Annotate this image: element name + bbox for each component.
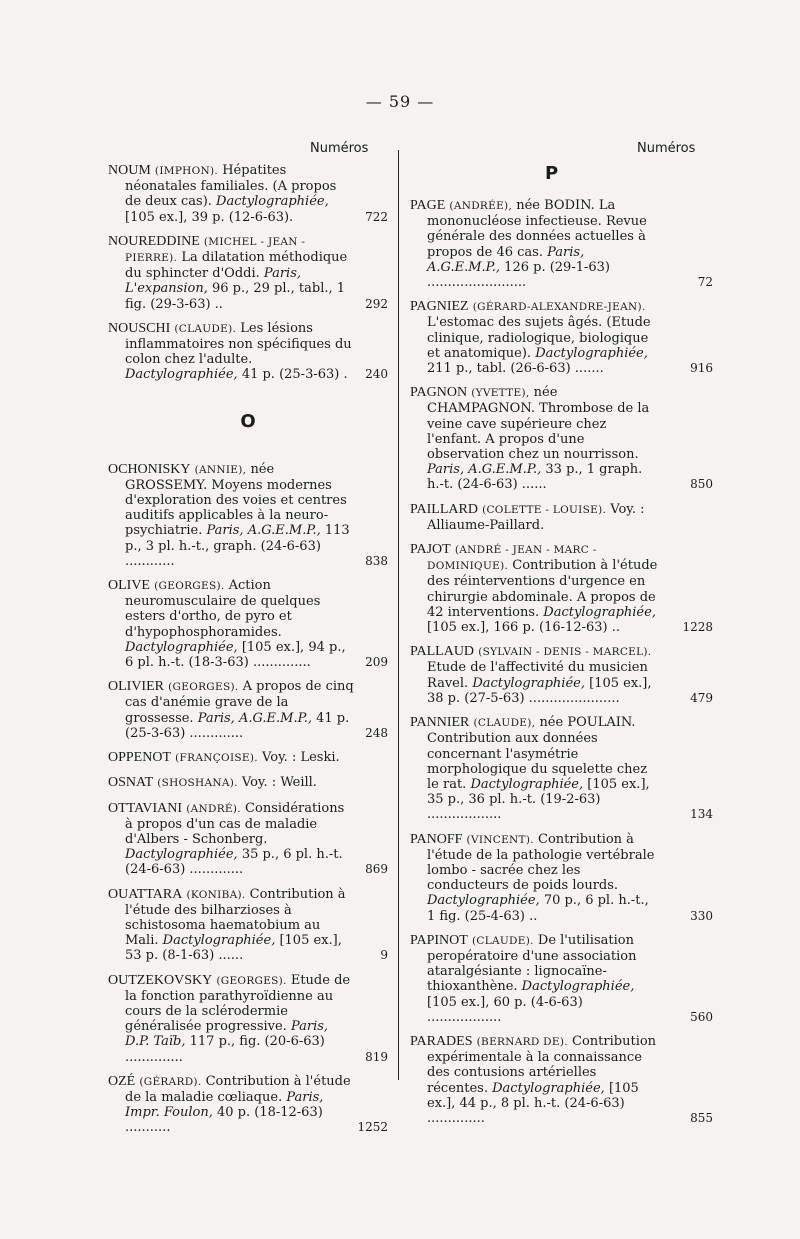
bibliography-entry <box>410 715 713 823</box>
thesis-title: La dilatation méthodique du sphincter d'Oddi. <box>125 250 348 282</box>
bibliography-entry <box>410 299 713 377</box>
bibliography-entry <box>410 542 713 636</box>
entry-number: 560 <box>690 1009 713 1024</box>
entry-text <box>410 502 695 533</box>
publication-info: Dactylographiée, <box>125 367 238 383</box>
author-surname: PANOFF <box>410 831 463 847</box>
bibliography-entry <box>410 385 713 493</box>
author-surname: PAGNIEZ <box>410 299 469 315</box>
thesis-title: Etude de l'affectivité du musicien Ravel. <box>427 660 648 691</box>
entry-details: 117 p., fig. (20-6-63) .............. <box>125 1034 325 1065</box>
entry-text <box>108 801 388 878</box>
publication-info: Dactylographiée, <box>470 776 584 792</box>
publication-info: Paris, D.P. Taïb, <box>125 1019 329 1050</box>
publication-info: Dactylographiée, <box>125 639 238 655</box>
bibliography-entry <box>410 198 713 291</box>
publication-info: Paris, Impr. Foulon, <box>125 1089 324 1121</box>
page-number: — 59 — <box>365 92 435 111</box>
bibliography-entry <box>108 234 388 312</box>
thesis-title: Voy. : Alliaume-Paillard. <box>427 501 645 533</box>
author-surname: OLIVE <box>108 578 150 594</box>
entries-n <box>108 163 388 383</box>
publication-info: Dactylographiée, <box>535 345 648 361</box>
author-surname: OPPENOT <box>108 750 172 766</box>
entry-text <box>410 933 695 1025</box>
thesis-title: De l'utilisation peropératoire d'une association ataralgésiante : lignocaïne-thioxanthène. <box>427 932 637 995</box>
author-given-name: (FRANÇOISE). <box>175 752 258 765</box>
entry-details: 126 p. (29-1-63) ........................ <box>427 259 610 291</box>
author-given-name: (CLAUDE), <box>473 717 536 730</box>
entry-text <box>410 542 695 635</box>
entry-text <box>410 644 695 706</box>
entry-number: 855 <box>690 1110 713 1125</box>
bibliography-entry <box>410 644 713 706</box>
author-given-name: (SHOSHANA). <box>157 777 238 790</box>
bibliography-entry <box>108 1074 388 1136</box>
publication-info: Dactylographiée, <box>162 933 276 949</box>
publication-info: Paris, A.G.E.M.P., <box>427 462 542 478</box>
author-surname: OUTZEKOVSKY <box>108 972 213 988</box>
author-given-name: (YVETTE), <box>471 387 530 400</box>
bibliography-entry <box>410 1033 713 1126</box>
author-given-name: (BERNARD DE). <box>476 1035 568 1048</box>
letter-heading-p: P <box>545 163 559 184</box>
entry-details: [105 ex.], 35 p., 36 pl. h.-t. (19-2-63) .................. <box>427 776 650 823</box>
entry-text <box>410 299 695 376</box>
author-surname: OUATTARA <box>108 886 183 902</box>
author-given-name: (KONIBA). <box>186 888 246 901</box>
entry-details: 35 p., 6 pl. h.-t. (24-6-63) ............. <box>125 847 343 878</box>
entry-text <box>108 578 388 670</box>
entry-number: 240 <box>365 367 388 382</box>
bibliography-entry <box>108 801 388 878</box>
publication-info: Paris, A.G.E.M.P., <box>197 710 312 726</box>
author-given-name: (GEORGES). <box>168 681 239 694</box>
author-surname: PANNIER <box>410 715 470 731</box>
bibliography-entry <box>108 973 388 1065</box>
bibliography-entry <box>108 163 388 225</box>
entry-details: 41 p. (25-3-63) . <box>241 367 348 383</box>
entry-details: [105 ex.], 44 p., 8 pl. h.-t. (24-6-63) .............. <box>427 1080 639 1126</box>
entry-details: 211 p., tabl. (26-6-63) ....... <box>427 361 604 377</box>
author-surname: OSNAT <box>108 775 154 791</box>
publication-info: Dactylographiée, <box>216 194 329 210</box>
entry-number: 722 <box>365 209 388 224</box>
author-given-name: (SYLVAIN - DENIS - MARCEL). <box>478 646 652 659</box>
bibliography-entry <box>108 750 388 766</box>
entry-text <box>410 832 695 924</box>
author-given-name: (CLAUDE). <box>174 322 237 335</box>
publication-info: Dactylographiée, <box>543 604 656 620</box>
entry-number: 1228 <box>682 620 713 635</box>
author-surname: PAJOT <box>410 542 451 558</box>
entry-details: 96 p., 29 pl., tabl., 1 fig. (29-3-63) .. <box>125 281 346 312</box>
entry-text <box>108 462 388 569</box>
thesis-title: Contribution à l'étude des réinterventions d'urgence en chirurgie abdominale. A propos de 42 interventions. <box>427 558 658 620</box>
entry-details: 70 p., 6 pl. h.-t., 1 fig. (25-4-63) .. <box>427 893 649 924</box>
right-column <box>410 163 713 1135</box>
author-given-name: (ANDRÉ - JEAN - MARC - DOMINIQUE). <box>427 544 597 573</box>
publication-info: Dactylographiée, <box>427 893 540 909</box>
entry-text <box>410 198 695 290</box>
entry-text <box>410 715 695 822</box>
entry-text <box>108 679 388 741</box>
entry-text <box>108 163 388 225</box>
entry-text <box>410 385 695 492</box>
entry-number: 1252 <box>357 1120 388 1135</box>
publication-info: Paris, A.G.E.M.P., <box>427 244 585 275</box>
entries-o <box>108 462 388 1136</box>
author-given-name: (ANDRÉ). <box>186 802 241 815</box>
thesis-title: Contribution à l'étude de la maladie cœliaque. <box>125 1073 351 1105</box>
thesis-title: Contribution à l'étude des bilharzioses à schistosoma haematobium au Mali. <box>125 886 346 949</box>
entry-text <box>410 1034 695 1126</box>
column-header-right: Numéros <box>637 141 696 156</box>
author-given-name: (CLAUDE). <box>471 934 534 947</box>
bibliography-entry <box>108 462 388 569</box>
entry-number: 916 <box>690 361 713 376</box>
bibliography-entry <box>410 502 695 533</box>
author-given-name: (MICHEL - JEAN - PIERRE). <box>125 235 306 265</box>
publication-info: Dactylographiée, <box>521 979 635 995</box>
publication-info: Dactylographiée, <box>125 847 238 863</box>
entries-p <box>410 198 713 1126</box>
author-surname: PALLAUD <box>410 644 475 660</box>
author-given-name: (GÉRARD). <box>139 1075 202 1088</box>
thesis-title: née POULAIN. Contribution aux données concernant l'asymétrie morphologique du squelette chez le rat. <box>427 715 648 792</box>
thesis-title: Considérations à propos d'un cas de maladie d'Albers - Schonberg. <box>125 800 345 847</box>
bibliography-entry <box>108 679 388 741</box>
thesis-title: Contribution à l'étude de la pathologie vertébrale lombo - sacrée chez les conducteurs de poids lourds. <box>427 831 655 894</box>
author-given-name: (COLETTE - LOUISE). <box>482 503 607 516</box>
bibliography-entry <box>108 775 388 791</box>
thesis-title: Etude de la fonction parathyroïdienne au cours de la sclérodermie généralisée progressive. <box>125 972 351 1035</box>
author-given-name: (ANDRÉE), <box>449 200 513 212</box>
thesis-title: A propos de cinq cas d'anémie grave de la grossesse. <box>125 679 354 726</box>
thesis-title: née GROSSEMY. Moyens modernes d'exploration des voies et centres auditifs applicables à la neuro-psychiatrie. <box>125 461 347 539</box>
entry-text <box>108 321 388 383</box>
author-surname: PAGNON <box>410 385 468 401</box>
bibliography-entry <box>108 887 388 964</box>
entry-number: 134 <box>690 807 713 822</box>
thesis-title: née CHAMPAGNON. Thrombose de la veine cave supérieure chez l'enfant. A propos d'une observation chez un nourrisson. <box>427 385 650 463</box>
author-given-name: (IMPHON). <box>154 165 219 177</box>
entry-text <box>108 1074 388 1136</box>
author-surname: OCHONISKY <box>108 461 191 477</box>
entry-number: 209 <box>365 655 388 670</box>
thesis-title: née BODIN. La mononucléose infectieuse. Revue générale des données actuelles à propos de 46 cas. <box>427 198 647 260</box>
entry-details: [105 ex.], 38 p. (27-5-63) ...................... <box>427 675 652 706</box>
column-header-left: Numéros <box>310 141 369 156</box>
left-column <box>108 163 388 1145</box>
entry-details: 41 p. (25-3-63) ............. <box>125 710 350 741</box>
entry-text <box>108 750 388 766</box>
entry-details: [105 ex.], 60 p. (4-6-63) .................. <box>427 994 583 1025</box>
thesis-title: Les lésions inflammatoires non spécifiques du colon chez l'adulte. <box>125 320 352 368</box>
author-surname: PARADES <box>410 1033 473 1049</box>
entry-details: 40 p. (18-12-63) ........... <box>125 1105 323 1136</box>
thesis-title: L'estomac des sujets âgés. (Etude clinique, radiologique, biologique et anatomique). <box>427 315 651 361</box>
bibliography-entry <box>108 321 388 383</box>
entry-number: 819 <box>365 1049 388 1064</box>
thesis-title: Voy. : Weill. <box>241 775 317 791</box>
entry-details: [105 ex.], 39 p. (12-6-63). <box>125 209 294 225</box>
bibliography-entry <box>108 578 388 670</box>
thesis-title: Hépatites néonatales familiales. (A propos de deux cas). <box>125 163 337 210</box>
entry-text <box>108 887 388 964</box>
thesis-title: Voy. : Leski. <box>262 750 340 766</box>
entry-number: 9 <box>380 948 388 963</box>
author-surname: NOUSCHI <box>108 320 171 336</box>
publication-info: Dactylographiée, <box>492 1080 605 1096</box>
entry-text <box>108 234 388 312</box>
author-given-name: (GEORGES). <box>154 580 225 593</box>
author-surname: PAGE <box>410 198 446 213</box>
entry-text <box>108 775 388 791</box>
author-surname: OTTAVIANI <box>108 800 183 816</box>
author-surname: PAPINOT <box>410 932 468 948</box>
entry-number: 248 <box>365 725 388 740</box>
entry-number: 838 <box>365 553 388 568</box>
entry-text <box>108 973 388 1065</box>
author-given-name: (VINCENT). <box>466 833 534 846</box>
entry-details: [105 ex.], 166 p. (16-12-63) .. <box>427 620 620 636</box>
author-surname: OLIVIER <box>108 679 164 695</box>
thesis-title: Action neuromusculaire de quelques esters d'ortho, de pyro et d'hypophosphoramides. <box>125 578 321 640</box>
author-given-name: (ANNIE), <box>194 463 247 476</box>
publication-info: Paris, A.G.E.M.P., <box>206 523 321 539</box>
entry-number: 72 <box>697 275 713 290</box>
column-divider <box>398 150 399 1080</box>
entry-number: 869 <box>365 862 388 877</box>
publication-info: Dactylographiée, <box>472 675 585 691</box>
entry-number: 850 <box>690 477 713 492</box>
author-surname: NOUM <box>108 163 151 178</box>
entry-details: 33 p., 1 graph. h.-t. (24-6-63) ...... <box>427 462 643 493</box>
entry-details: 113 p., 3 pl. h.-t., graph. (24-6-63) ............ <box>125 523 350 569</box>
entry-details: [105 ex.], 94 p., 6 pl. h.-t. (18-3-63) .............. <box>125 639 346 671</box>
author-surname: NOUREDDINE <box>108 233 200 249</box>
author-surname: PAILLARD <box>410 501 478 517</box>
letter-heading-o: O <box>240 410 256 432</box>
entry-number: 330 <box>690 908 713 923</box>
bibliography-entry <box>410 831 713 924</box>
author-surname: OZÉ <box>108 1073 136 1089</box>
bibliography-entry <box>410 932 713 1025</box>
publication-info: Paris, L'expansion, <box>125 266 301 297</box>
entry-number: 479 <box>690 690 713 705</box>
author-given-name: (GEORGES). <box>216 974 287 987</box>
thesis-title: Contribution expérimentale à la connaissance des contusions artérielles récentes. <box>427 1033 657 1096</box>
entry-details: [105 ex.], 53 p. (8-1-63) ...... <box>125 933 342 964</box>
entry-number: 292 <box>365 296 388 311</box>
author-given-name: (GÉRARD-ALEXANDRE-JEAN). <box>472 301 646 314</box>
